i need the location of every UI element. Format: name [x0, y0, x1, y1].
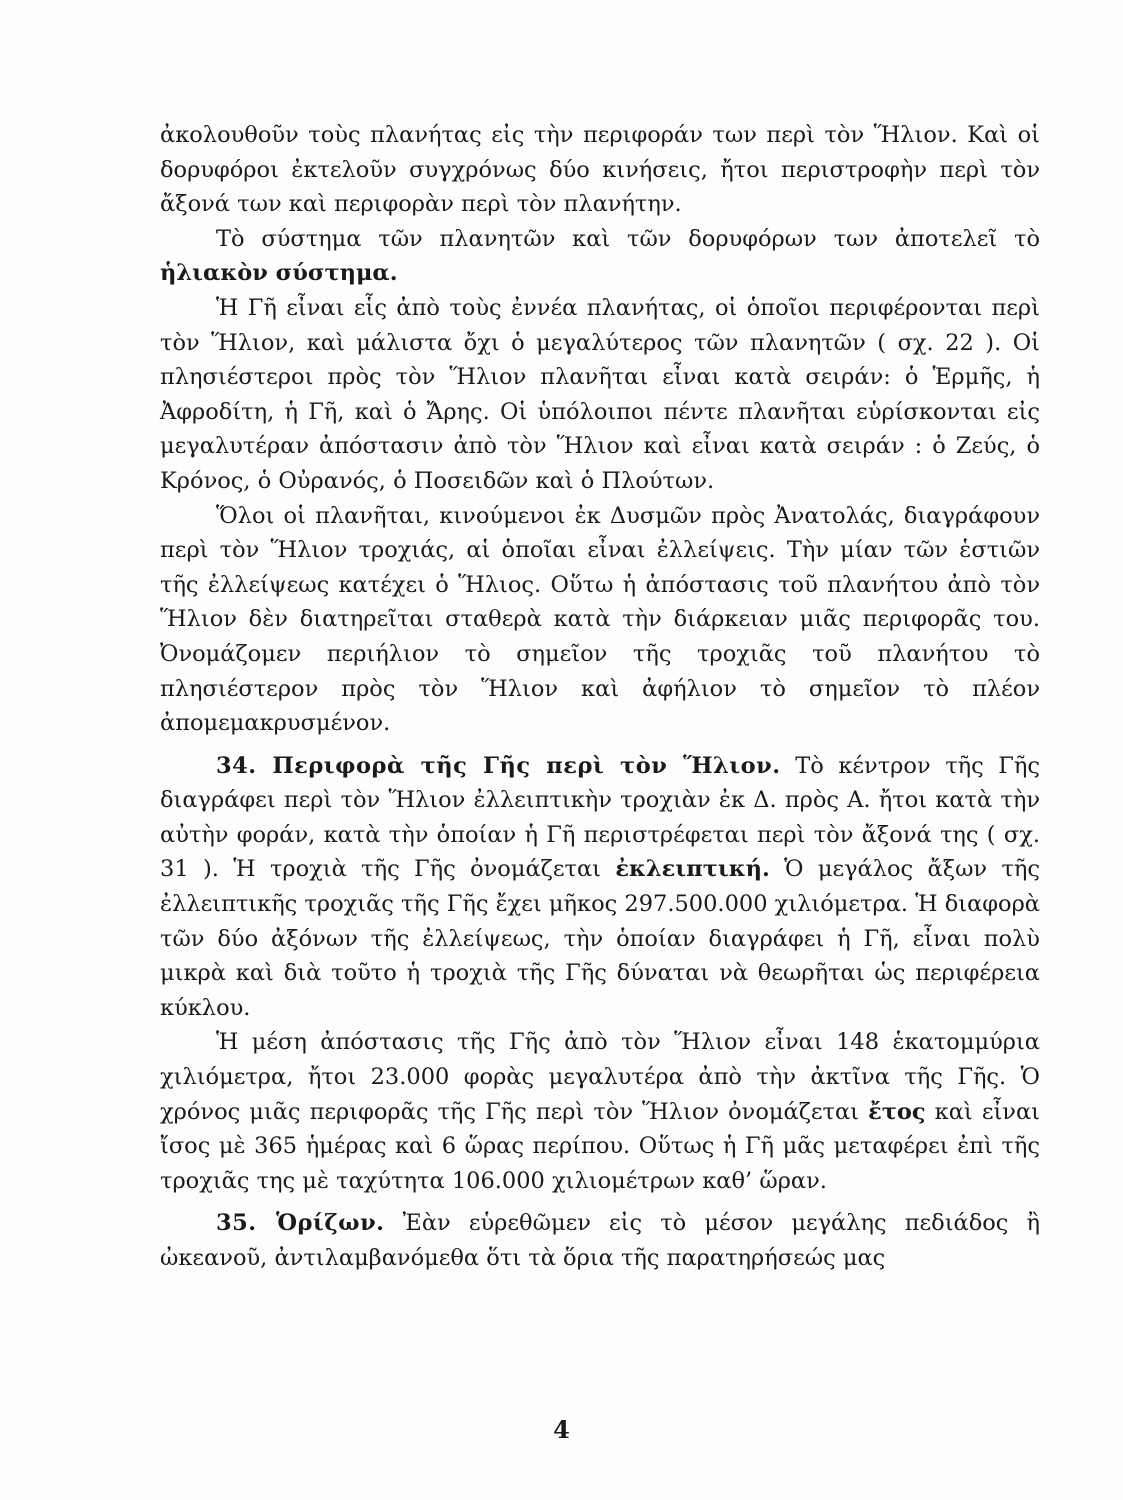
paragraph-distance-year: [160, 1025, 1040, 1198]
section-34-text-b: Ὁ μεγάλος ἄξων τῆς ἐλλειπτικῆς τροχιᾶς τῆς Γῆς ἔχει μῆκος 297.500.000 χιλιόμετρα. Ἡ διαφορὰ τῶν δύο ἀξόνων τῆς ἐλλείψεως, τὴν ὁποίαν διαγράφει ἡ Γῆ, εἶναι πολὺ μικρὰ καὶ διὰ τοῦτο ἡ τροχιὰ τῆς Γῆς δύναται νὰ θεωρῆται ὡς περιφέρεια κύκλου.: [160, 856, 1040, 1021]
section-34-heading: 34. Περιφορὰ τῆς Γῆς περὶ τὸν Ἥλιον.: [216, 752, 781, 779]
term-year: ἔτος: [868, 1098, 926, 1125]
term-solar-system: ἡλιακὸν σύστημα.: [160, 260, 398, 287]
section-34: [160, 749, 1040, 1026]
section-35-text: Ἐὰν εὑρεθῶμεν εἰς τὸ μέσον μεγάλης πεδιάδος ἢ ὠκεανοῦ, ἀντιλαμβανόμεθα ὅτι τὰ ὅρια τῆς παρατηρήσεώς μας: [160, 1210, 1040, 1271]
paragraph-solar-system: [160, 222, 1040, 291]
paragraph-satellites: ἀκολουθοῦν τοὺς πλανήτας εἰς τὴν περιφοράν των περὶ τὸν Ἥλιον. Καὶ οἱ δορυφόροι ἐκτελοῦν συγχρόνως δύο κινήσεις, ἤτοι περιστροφὴν περὶ τὸν ἄξονά των καὶ περιφορὰν περὶ τὸν πλανήτην.: [160, 122, 1040, 218]
section-35-heading: 35. Ὁρίζων.: [216, 1210, 385, 1237]
page-number: 4: [553, 1415, 570, 1444]
body-text: [160, 118, 1040, 1276]
paragraph-distance-text-a: Ἡ μέση ἀπόστασις τῆς Γῆς ἀπὸ τὸν Ἥλιον εἶναι 148 ἑκατομμύρια χιλιόμετρα, ἤτοι 23.000 φορὰς μεγαλυτέρα ἀπὸ τὴν ἀκτῖνα τῆς Γῆς. Ὁ χρόνος μιᾶς περιφορᾶς τῆς Γῆς περὶ τὸν Ἥλιον ὀνομάζεται: [160, 1029, 1040, 1125]
paragraph-orbits: Ὅλοι οἱ πλανῆται, κινούμενοι ἐκ Δυσμῶν πρὸς Ἀνατολάς, διαγράφουν περὶ τὸν Ἥλιον τροχιάς, αἱ ὁποῖαι εἶναι ἐλλείψεις. Τὴν μίαν τῶν ἑστιῶν τῆς ἐλλείψεως κατέχει ὁ Ἥλιος. Οὕτω ἡ ἀπόστασις τοῦ πλανήτου ἀπὸ τὸν Ἥλιον δὲν διατηρεῖται σταθερὰ κατὰ τὴν διάρκειαν μιᾶς περιφορᾶς του. Ὀνομάζομεν περιήλιον τὸ σημεῖον τῆς τροχιᾶς τοῦ πλανήτου τὸ πλησιέστερον πρὸς τὸν Ἥλιον καὶ ἀφήλιον τὸ σημεῖον τὸ πλέον ἀπομεμακρυσμένον.: [160, 502, 1040, 737]
paragraph-distance-text-b: καὶ εἶναι ἴσος μὲ 365 ἡμέρας καὶ 6 ὥρας περίπου. Οὕτως ἡ Γῆ μᾶς μεταφέρει ἐπὶ τῆς τροχιᾶς της μὲ ταχύτητα 106.000 χιλιομέτρων καθ’ ὥραν.: [160, 1098, 1040, 1194]
paragraph-planets-order: Ἡ Γῆ εἶναι εἷς ἀπὸ τοὺς ἐννέα πλανήτας, οἱ ὁποῖοι περιφέρονται περὶ τὸν Ἥλιον, καὶ μάλιστα ὄχι ὁ μεγαλύτερος τῶν πλανητῶν ( σχ. 22 ). Οἱ πλησιέστεροι πρὸς τὸν Ἥλιον πλανῆται εἶναι κατὰ σειράν: ὁ Ἑρμῆς, ἡ Ἀφροδίτη, ἡ Γῆ, καὶ ὁ Ἄρης. Οἱ ὑπόλοιποι πέντε πλανῆται εὑρίσκονται εἰς μεγαλυτέραν ἀπόστασιν ἀπὸ τὸν Ἥλιον καὶ εἶναι κατὰ σειράν : ὁ Ζεύς, ὁ Κρόνος, ὁ Οὐρανός, ὁ Ποσειδῶν καὶ ὁ Πλούτων.: [160, 294, 1040, 494]
paragraph-solar-system-text: Τὸ σύστημα τῶν πλανητῶν καὶ τῶν δορυφόρων των ἀποτελεῖ τὸ: [216, 225, 1040, 252]
section-35: [160, 1206, 1040, 1275]
section-34-text-a: Τὸ κέντρον τῆς Γῆς διαγράφει περὶ τὸν Ἥλιον ἐλλειπτικὴν τροχιὰν ἐκ Δ. πρὸς Α. ἤτοι κατὰ τὴν αὐτὴν φοράν, κατὰ τὴν ὁποίαν ἡ Γῆ περιστρέφεται περὶ τὸν ἄξονά της ( σχ. 31 ). Ἡ τροχιὰ τῆς Γῆς ὀνομάζεται: [160, 752, 1040, 883]
term-ecliptic: ἐκλειπτική.: [615, 856, 770, 883]
